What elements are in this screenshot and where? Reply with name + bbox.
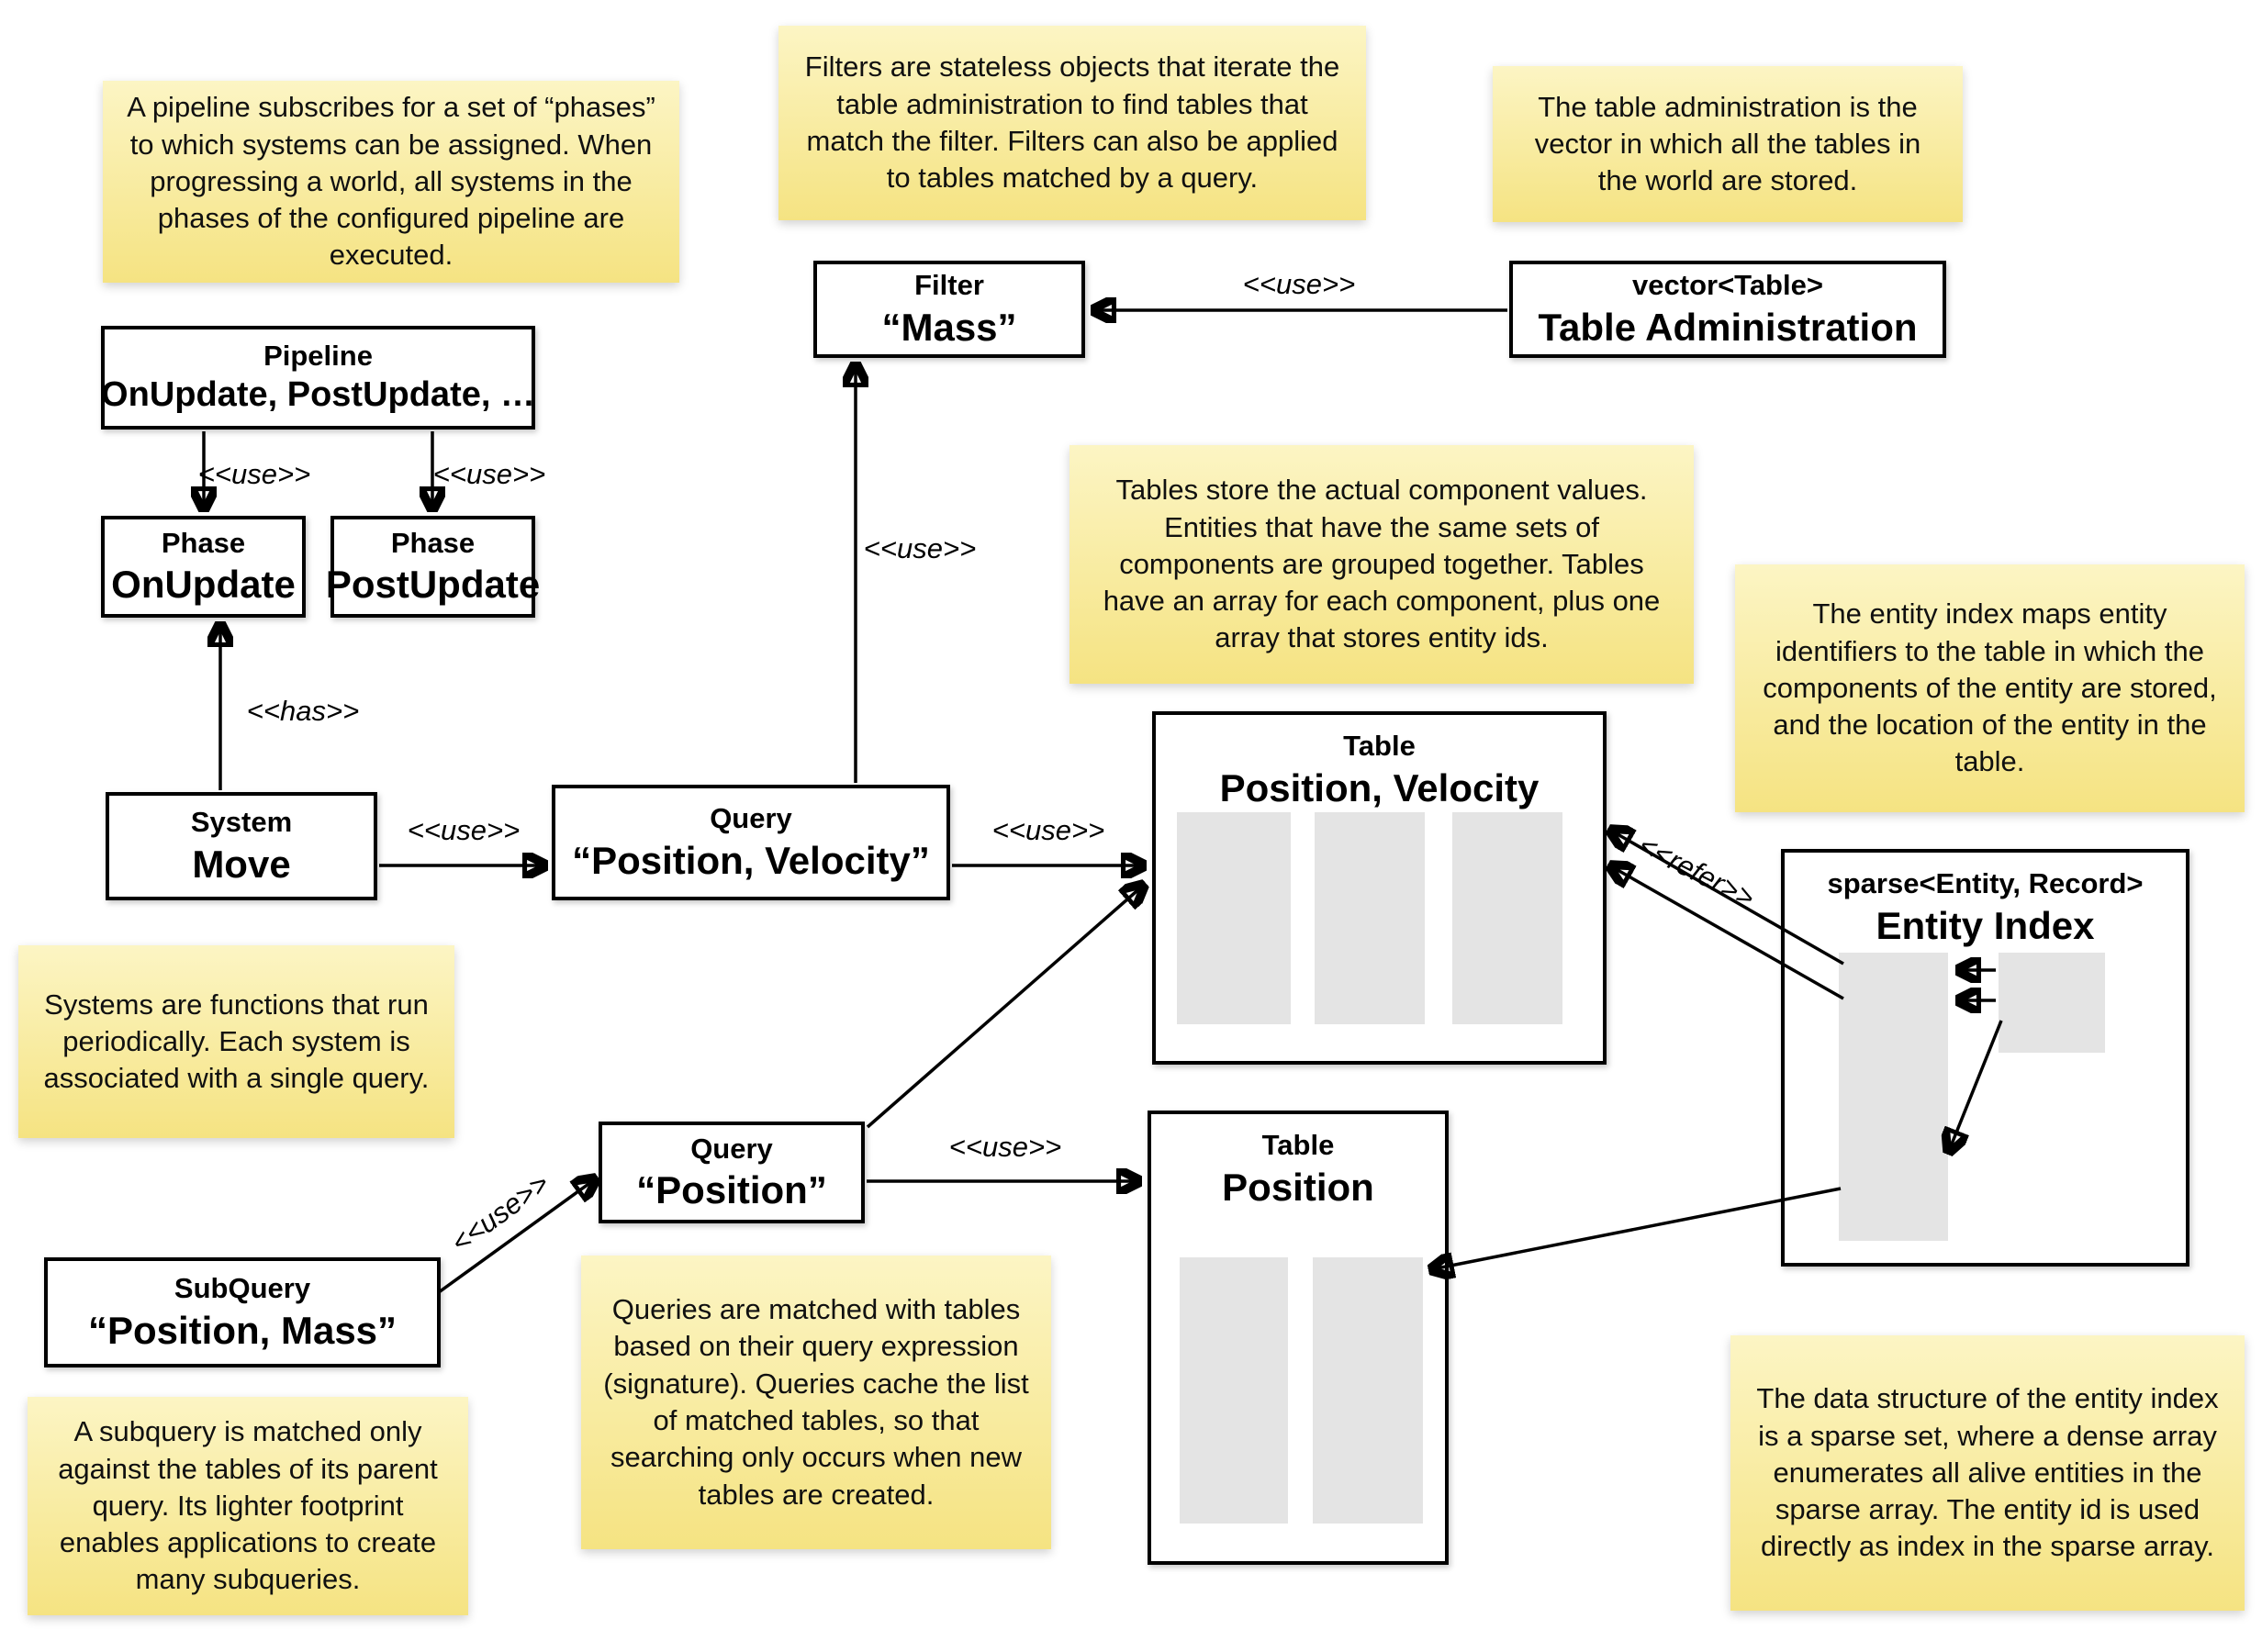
- box-phase-onupdate-name: OnUpdate: [111, 563, 296, 607]
- note-subquery: [28, 1397, 468, 1615]
- box-query-position-stereotype: Query: [690, 1132, 773, 1165]
- note-pipeline-text: A pipeline subscribes for a set of “phases” to which systems can be assigned. When progressing a world, all systems in the phases of the configured pipeline are executed.: [127, 91, 655, 272]
- table-position-column-array-2: [1313, 1257, 1423, 1524]
- box-pipeline: [101, 326, 535, 430]
- note-filters-text: Filters are stateless objects that iterate the table administration to find tables that match the filter. Filters can also be applied to tables matched by a query.: [804, 50, 1340, 195]
- box-table-administration-name: Table Administration: [1538, 305, 1918, 349]
- box-table-administration-stereotype: vector<Table>: [1632, 269, 1823, 302]
- note-subquery-text: A subquery is matched only against the tables of its parent query. Its lighter footprint enables applications to create many subqueries.: [58, 1415, 438, 1596]
- label-use-query-tablepv: <<use>>: [991, 814, 1105, 846]
- box-query-position-name: “Position”: [636, 1168, 827, 1212]
- note-table-administration: [1493, 66, 1963, 222]
- label-use-subquery-query: <<use>>: [444, 1166, 555, 1259]
- box-table-position-velocity-stereotype: Table: [1343, 730, 1416, 762]
- label-use-query-tablepos: <<use>>: [948, 1131, 1062, 1163]
- label-has-system-phase: <<has>>: [246, 695, 360, 727]
- note-sparse-set: [1730, 1335, 2245, 1611]
- box-query-position-velocity-name: “Position, Velocity”: [572, 838, 930, 882]
- box-filter-mass-name: “Mass”: [881, 305, 1017, 349]
- box-phase-postupdate-stereotype: Phase: [390, 526, 476, 559]
- note-filters: [778, 26, 1366, 220]
- table-position-velocity-column-array-1: [1177, 812, 1291, 1024]
- label-use-pipeline-postupdate: <<use>>: [432, 458, 546, 490]
- arrow-entity-index-to-table-position: [1432, 1189, 1841, 1269]
- note-entity-index-text: The entity index maps entity identifiers to the table in which the components of the entity are stored, and the location of the entity in the table.: [1763, 597, 2217, 778]
- label-refer-entity-index: <<refer>>: [1633, 829, 1760, 915]
- box-filter-mass-stereotype: Filter: [914, 269, 984, 302]
- note-queries-text: Queries are matched with tables based on their query expression (signature). Queries cache the list of matched tables, so that searching only occurs when new tables are created.: [603, 1293, 1029, 1511]
- box-table-position-stereotype: Table: [1261, 1129, 1335, 1161]
- box-phase-onupdate: [101, 516, 306, 618]
- box-entity-index-stereotype: sparse<Entity, Record>: [1827, 867, 2144, 899]
- box-table-position-name: Position: [1222, 1165, 1374, 1209]
- note-tables: [1069, 445, 1694, 684]
- box-phase-onupdate-stereotype: Phase: [161, 526, 246, 559]
- box-query-position: [599, 1122, 865, 1223]
- box-subquery-position-mass: [44, 1257, 441, 1367]
- box-phase-postupdate-name: PostUpdate: [325, 563, 541, 607]
- note-queries: [581, 1256, 1051, 1549]
- box-pipeline-stereotype: Pipeline: [263, 339, 373, 372]
- box-subquery-position-mass-stereotype: SubQuery: [174, 1272, 311, 1305]
- entity-index-dense-array: [1999, 953, 2105, 1053]
- note-table-administration-text: The table administration is the vector in which all the tables in the world are stored.: [1534, 90, 1921, 197]
- box-pipeline-name: OnUpdate, PostUpdate, …: [101, 375, 535, 415]
- note-pipeline: [103, 81, 679, 283]
- note-sparse-set-text: The data structure of the entity index is a sparse set, where a dense array enumerates all alive entities in the sparse array. The entity id is used directly as index in the sparse array.: [1756, 1382, 2219, 1563]
- box-query-position-velocity-stereotype: Query: [710, 802, 792, 835]
- table-position-column-array-1: [1180, 1257, 1288, 1524]
- box-table-administration: [1509, 261, 1946, 358]
- box-system-move-stereotype: System: [190, 806, 293, 839]
- note-tables-text: Tables store the actual component values. Entities that have the same sets of components are grouped together. Tables have an array for each component, plus one array that stores entity ids.: [1103, 474, 1661, 654]
- note-systems-text: Systems are functions that run periodically. Each system is associated with a single query.: [43, 988, 430, 1095]
- note-entity-index: [1735, 564, 2245, 812]
- box-table-position-velocity-name: Position, Velocity: [1219, 765, 1540, 809]
- label-use-system-query: <<use>>: [407, 814, 521, 846]
- label-use-query-filter: <<use>>: [863, 532, 977, 564]
- box-filter-mass: [813, 261, 1085, 358]
- box-entity-index-name: Entity Index: [1876, 903, 2095, 947]
- box-query-position-velocity: [552, 785, 950, 900]
- table-position-velocity-column-array-2: [1315, 812, 1425, 1024]
- box-phase-postupdate: [325, 516, 541, 618]
- note-systems: [18, 945, 454, 1138]
- entity-index-sparse-array: [1839, 953, 1948, 1241]
- box-system-move: [106, 792, 377, 900]
- arrow-query-position-to-table-position-velocity: [868, 886, 1143, 1127]
- label-use-admin-filter: <<use>>: [1242, 268, 1356, 300]
- box-subquery-position-mass-name: “Position, Mass”: [87, 1308, 398, 1352]
- label-use-pipeline-onupdate: <<use>>: [197, 458, 311, 490]
- table-position-velocity-column-array-3: [1452, 812, 1562, 1024]
- box-system-move-name: Move: [192, 842, 291, 886]
